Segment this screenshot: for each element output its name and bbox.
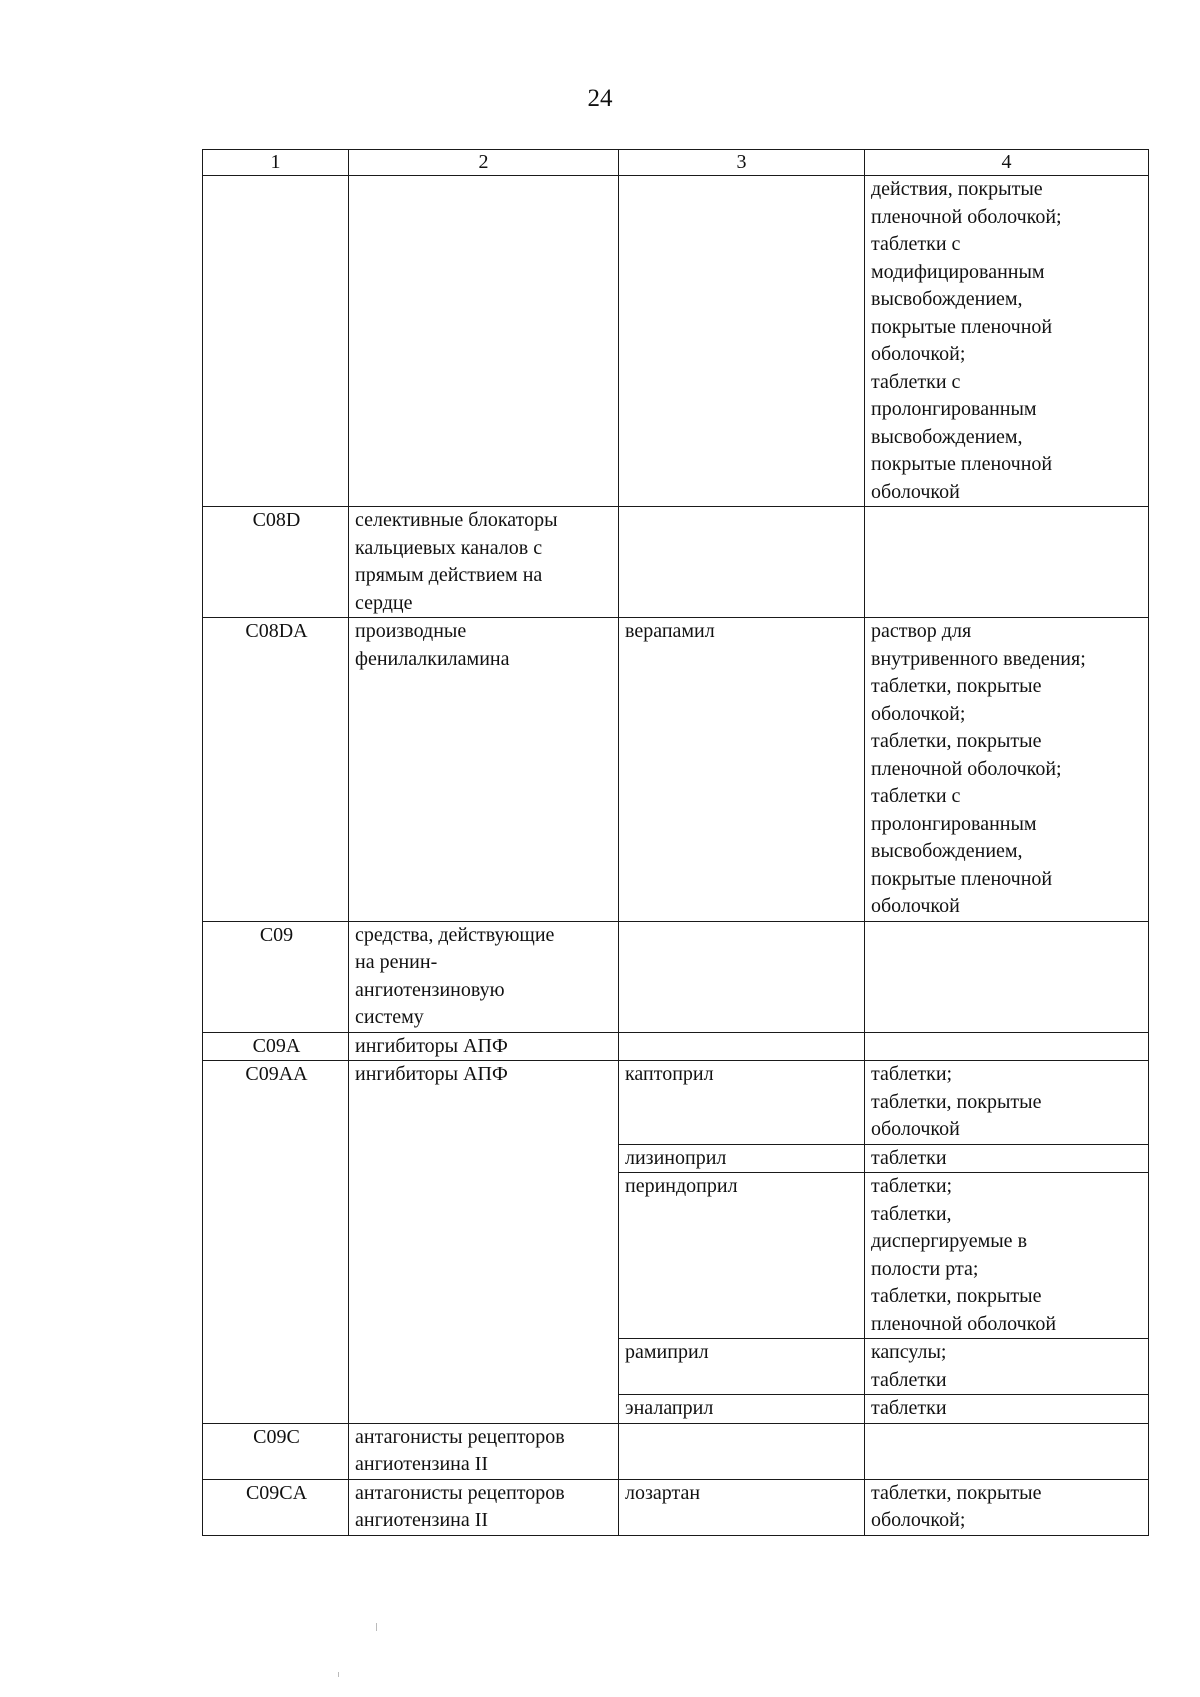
group-line: ангиотензиновую (355, 978, 505, 1001)
dosage-form-cell (865, 1395, 1149, 1424)
dosage-line: пролонгированным (871, 398, 1037, 420)
drug-cell (619, 921, 865, 1032)
dosage-line: капсулы; (871, 1341, 947, 1363)
group-line: сердце (355, 591, 413, 614)
table-row (203, 921, 1149, 1032)
dosage-form-cell (865, 921, 1149, 1032)
group-cell (349, 507, 619, 618)
dosage-form-cell (865, 618, 1149, 922)
group-line: селективные блокаторы (355, 509, 558, 531)
group-line: прямым действием на (355, 564, 543, 586)
drug-cell: рамиприл (619, 1339, 865, 1395)
dosage-line: пленочной оболочкой (871, 1312, 1057, 1335)
dosage-form-cell (865, 507, 1149, 618)
dosage-line: оболочкой; (871, 343, 966, 365)
drug-table (202, 149, 1149, 1536)
group-cell (349, 921, 619, 1032)
group-cell (349, 176, 619, 507)
atc-code-cell: C09A (203, 1032, 349, 1061)
group-cell (349, 1423, 619, 1479)
column-header-1: 1 (203, 150, 349, 176)
group-line: антагонисты рецепторов (355, 1481, 565, 1504)
atc-code-cell: C09 (203, 921, 349, 1032)
dosage-line: таблетки, (871, 1202, 952, 1225)
drug-cell (619, 1423, 865, 1479)
dosage-line: пленочной оболочкой; (871, 757, 1062, 780)
group-cell: ингибиторы АПФ (349, 1032, 619, 1061)
dosage-form-cell (865, 176, 1149, 507)
dosage-line: действия, покрытые (871, 178, 1043, 200)
drug-cell: эналаприл (619, 1395, 865, 1424)
atc-code-cell (203, 176, 349, 507)
dosage-line: пролонгированным (871, 812, 1037, 835)
drug-cell: лозартан (619, 1479, 865, 1535)
page-number: 24 (587, 85, 613, 112)
dosage-form-cell (865, 1144, 1149, 1173)
atc-code-cell: C09AA (203, 1061, 349, 1424)
scan-artifact (376, 1623, 377, 1631)
dosage-line: таблетки (871, 1368, 947, 1391)
table-row (203, 618, 1149, 922)
dosage-form-cell (865, 1339, 1149, 1395)
dosage-line: пленочной оболочкой; (871, 205, 1062, 228)
table-row (203, 176, 1149, 507)
dosage-line: диспергируемые в (871, 1230, 1028, 1252)
drug-cell: лизиноприл (619, 1144, 865, 1173)
dosage-line: полости рта; (871, 1257, 979, 1280)
drug-cell: периндоприл (619, 1173, 865, 1339)
dosage-line: высвобождением, (871, 840, 1023, 862)
dosage-line: покрытые пленочной (871, 867, 1053, 890)
dosage-line: оболочкой (871, 1118, 960, 1140)
group-line: фенилалкиламина (355, 647, 510, 670)
group-cell (349, 1479, 619, 1535)
atc-code-cell: C08DA (203, 618, 349, 922)
drug-cell: верапамил (619, 618, 865, 922)
group-line: ангиотензина II (355, 1453, 489, 1475)
dosage-line: таблетки (871, 1146, 947, 1169)
dosage-line: раствор для (871, 620, 972, 642)
dosage-line: оболочкой (871, 895, 960, 917)
group-line: ангиотензина II (355, 1509, 489, 1531)
dosage-line: оболочкой (871, 480, 960, 503)
dosage-line: оболочкой; (871, 1509, 966, 1531)
atc-code-cell: C08D (203, 507, 349, 618)
group-line: средства, действующие (355, 923, 555, 946)
drug-cell (619, 507, 865, 618)
dosage-line: таблетки; (871, 1175, 953, 1197)
drug-cell (619, 1032, 865, 1061)
dosage-line: внутривенного введения; (871, 647, 1086, 670)
atc-code-cell: C09CA (203, 1479, 349, 1535)
dosage-line: оболочкой; (871, 702, 966, 725)
column-header-2: 2 (349, 150, 619, 176)
group-line: антагонисты рецепторов (355, 1425, 565, 1448)
dosage-line: высвобождением, (871, 425, 1023, 448)
dosage-line: покрытые пленочной (871, 453, 1053, 475)
table-row (203, 1061, 1149, 1145)
drug-cell (619, 176, 865, 507)
table-row (203, 1479, 1149, 1535)
dosage-form-cell (865, 1173, 1149, 1339)
dosage-line: таблетки; (871, 1063, 953, 1085)
dosage-line: таблетки, покрытые (871, 675, 1042, 697)
column-header-3: 3 (619, 150, 865, 176)
group-cell (349, 618, 619, 922)
dosage-line: высвобождением, (871, 288, 1023, 310)
dosage-line: таблетки, покрытые (871, 1481, 1042, 1504)
dosage-form-cell (865, 1479, 1149, 1535)
header-row (203, 150, 1149, 176)
atc-code-cell: C09C (203, 1423, 349, 1479)
group-line: на ренин- (355, 951, 438, 973)
table-row (203, 1032, 1149, 1061)
group-cell: ингибиторы АПФ (349, 1061, 619, 1424)
dosage-form-cell (865, 1032, 1149, 1061)
dosage-line: таблетки, покрытые (871, 730, 1042, 752)
group-line: производные (355, 620, 467, 642)
dosage-line: таблетки (871, 1397, 947, 1419)
table-row (203, 507, 1149, 618)
dosage-form-cell (865, 1061, 1149, 1145)
dosage-line: модифицированным (871, 260, 1045, 283)
dosage-line: таблетки с (871, 370, 961, 393)
dosage-line: таблетки, покрытые (871, 1285, 1042, 1307)
dosage-line: таблетки, покрытые (871, 1090, 1042, 1113)
scan-artifact (338, 1672, 339, 1677)
group-line: систему (355, 1006, 424, 1028)
dosage-line: таблетки с (871, 233, 961, 255)
dosage-line: покрытые пленочной (871, 315, 1053, 338)
drug-cell: каптоприл (619, 1061, 865, 1145)
group-line: кальциевых каналов с (355, 536, 543, 559)
dosage-line: таблетки с (871, 785, 961, 807)
column-header-4: 4 (865, 150, 1149, 176)
dosage-form-cell (865, 1423, 1149, 1479)
table-row (203, 1423, 1149, 1479)
